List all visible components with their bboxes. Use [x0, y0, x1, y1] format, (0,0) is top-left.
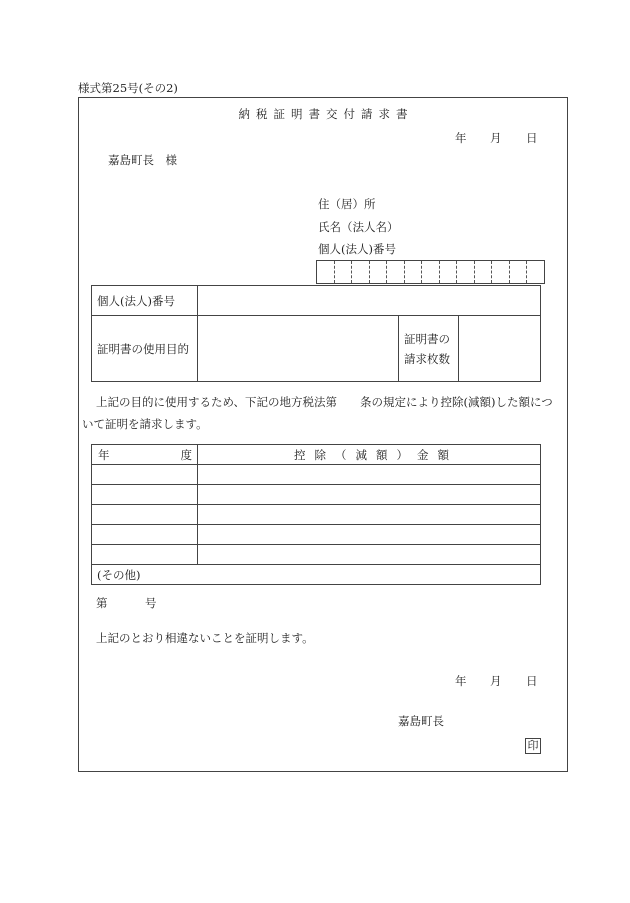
request-statement-line: いて証明を請求します。: [82, 417, 208, 431]
deduction-year-cell: [92, 545, 198, 565]
number-digit-cell: [421, 261, 439, 283]
request-date-year-label: 年: [455, 131, 467, 145]
deduction-year-cell: [92, 505, 198, 525]
applicant-address-label: 住（居）所: [318, 197, 376, 211]
applicant-number-label: 個人(法人)番号: [318, 242, 396, 256]
deduction-amount-cell: [198, 545, 541, 565]
deduction-amount-cell: [198, 465, 541, 485]
request-copies-label-line: 証明書の: [404, 331, 450, 346]
number-digit-cell: [334, 261, 352, 283]
deduction-row: [92, 525, 541, 545]
certificate-number-suffix: 号: [145, 596, 157, 610]
request-copies-label: [399, 316, 459, 382]
addressee: 嘉島町長 様: [108, 153, 177, 167]
number-digit-cell: [351, 261, 369, 283]
deduction-row: [92, 485, 541, 505]
deduction-table: [91, 444, 541, 585]
certificate-issuer: 嘉島町長: [398, 714, 444, 728]
number-digit-cell: [404, 261, 422, 283]
seal-stamp-box: 印: [525, 738, 541, 754]
number-digit-cell: [526, 261, 544, 283]
deduction-year-cell: [92, 485, 198, 505]
deduction-year-cell: [92, 525, 198, 545]
certificate-date-year-label: 年: [455, 674, 467, 688]
number-digit-cell: [439, 261, 457, 283]
applicant-number-boxes: [316, 260, 545, 284]
request-date-month-label: 月: [490, 131, 502, 145]
number-digit-cell: [474, 261, 492, 283]
number-digit-cell: [509, 261, 527, 283]
request-purpose-value: [198, 316, 399, 382]
request-purpose-row: [92, 316, 541, 382]
request-copies-value: [459, 316, 541, 382]
request-number-value: [198, 286, 541, 316]
request-purpose-label: 証明書の使用目的: [92, 316, 198, 382]
number-digit-cell: [369, 261, 387, 283]
deduction-amount-cell: [198, 525, 541, 545]
number-digit-cell: [456, 261, 474, 283]
applicant-name-label: 氏名（法人名）: [318, 220, 399, 234]
deduction-year-header: 年度: [98, 447, 192, 462]
deduction-amount-header: 控除（減額）金額: [294, 447, 458, 462]
form-title: 納税証明書交付請求書: [238, 107, 414, 121]
certificate-number-prefix: 第: [96, 596, 108, 610]
request-table: [91, 285, 541, 382]
deduction-other-row: [92, 565, 541, 585]
deduction-row: [92, 545, 541, 565]
form-number: 様式第25号(その2): [78, 81, 178, 95]
request-number-row: [92, 286, 541, 316]
request-copies-label-line: 請求枚数: [404, 351, 450, 366]
number-digit-cell: [386, 261, 404, 283]
request-statement-line: 上記の目的に使用するため、下記の地方税法第 条の規定により控除(減額)した額につ: [96, 395, 553, 409]
request-number-label: 個人(法人)番号: [92, 286, 198, 316]
deduction-amount-cell: [198, 485, 541, 505]
deduction-row: [92, 465, 541, 485]
deduction-row: [92, 505, 541, 525]
request-date-day-label: 日: [526, 131, 538, 145]
number-digit-cell: [491, 261, 509, 283]
deduction-other-label: (その他): [92, 565, 541, 585]
deduction-amount-cell: [198, 505, 541, 525]
certificate-statement: 上記のとおり相違ないことを証明します。: [96, 631, 314, 645]
certificate-date-month-label: 月: [490, 674, 502, 688]
deduction-year-cell: [92, 465, 198, 485]
certificate-date-day-label: 日: [526, 674, 538, 688]
deduction-header-row: [92, 445, 541, 465]
number-digit-cell: [317, 261, 334, 283]
